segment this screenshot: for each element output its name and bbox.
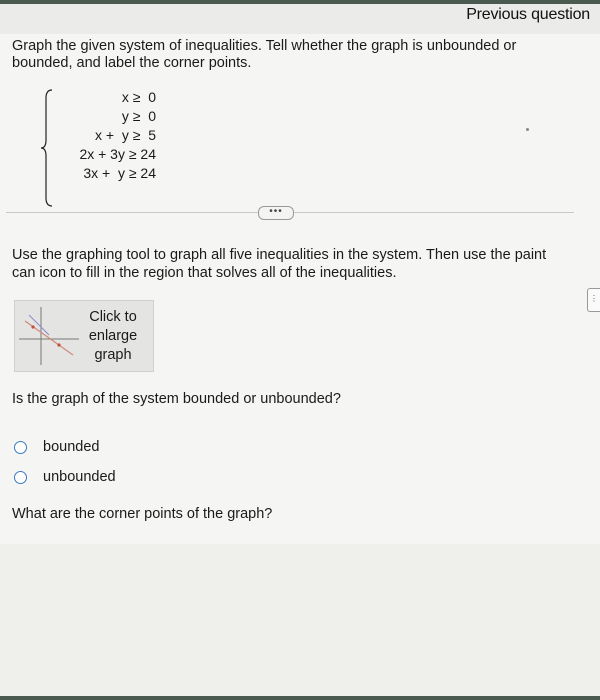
option-unbounded[interactable] — [14, 468, 116, 486]
inequality-4: 2x + 3y ≥ 24 — [79, 146, 156, 162]
graphing-instructions: Use the graphing tool to graph all five inequalities in the system. Then use the paint can icon to fill in the region that solves all of the inequalities. — [12, 247, 547, 281]
enlarge-graph-label: Click to enlarge graph — [88, 309, 138, 363]
bottom-strip — [0, 696, 600, 700]
answer-area — [0, 544, 600, 700]
inequality-3: x + y ≥ 5 — [95, 127, 156, 143]
previous-question-button[interactable]: Previous question — [466, 6, 590, 23]
inequality-5: 3x + y ≥ 24 — [83, 165, 156, 181]
option-unbounded-label: unbounded — [43, 469, 116, 485]
left-brace-icon — [40, 88, 54, 208]
inequality-system — [40, 88, 170, 208]
bounded-question: Is the graph of the system bounded or unbounded? — [12, 391, 341, 407]
radio-unbounded[interactable] — [14, 471, 27, 484]
stray-dot — [526, 128, 529, 131]
graph-thumbnail[interactable] — [14, 300, 154, 372]
corner-points-question: What are the corner points of the graph? — [12, 506, 273, 522]
option-bounded-label: bounded — [43, 439, 100, 455]
option-bounded[interactable] — [14, 438, 99, 456]
expand-more-button[interactable]: ••• — [258, 206, 294, 220]
inequality-1: x ≥ 0 — [121, 89, 156, 105]
question-page — [0, 34, 600, 700]
top-strip — [0, 0, 600, 4]
question-prompt: Graph the given system of inequalities. Tell whether the graph is unbounded or bounded, and label the corner points. — [12, 38, 517, 71]
vertical-ellipsis-icon[interactable]: ⋮ — [587, 288, 600, 312]
radio-bounded[interactable] — [14, 441, 27, 454]
graph-preview-icon — [19, 305, 79, 365]
top-bar — [0, 0, 600, 34]
inequality-2: y ≥ 0 — [121, 108, 156, 124]
